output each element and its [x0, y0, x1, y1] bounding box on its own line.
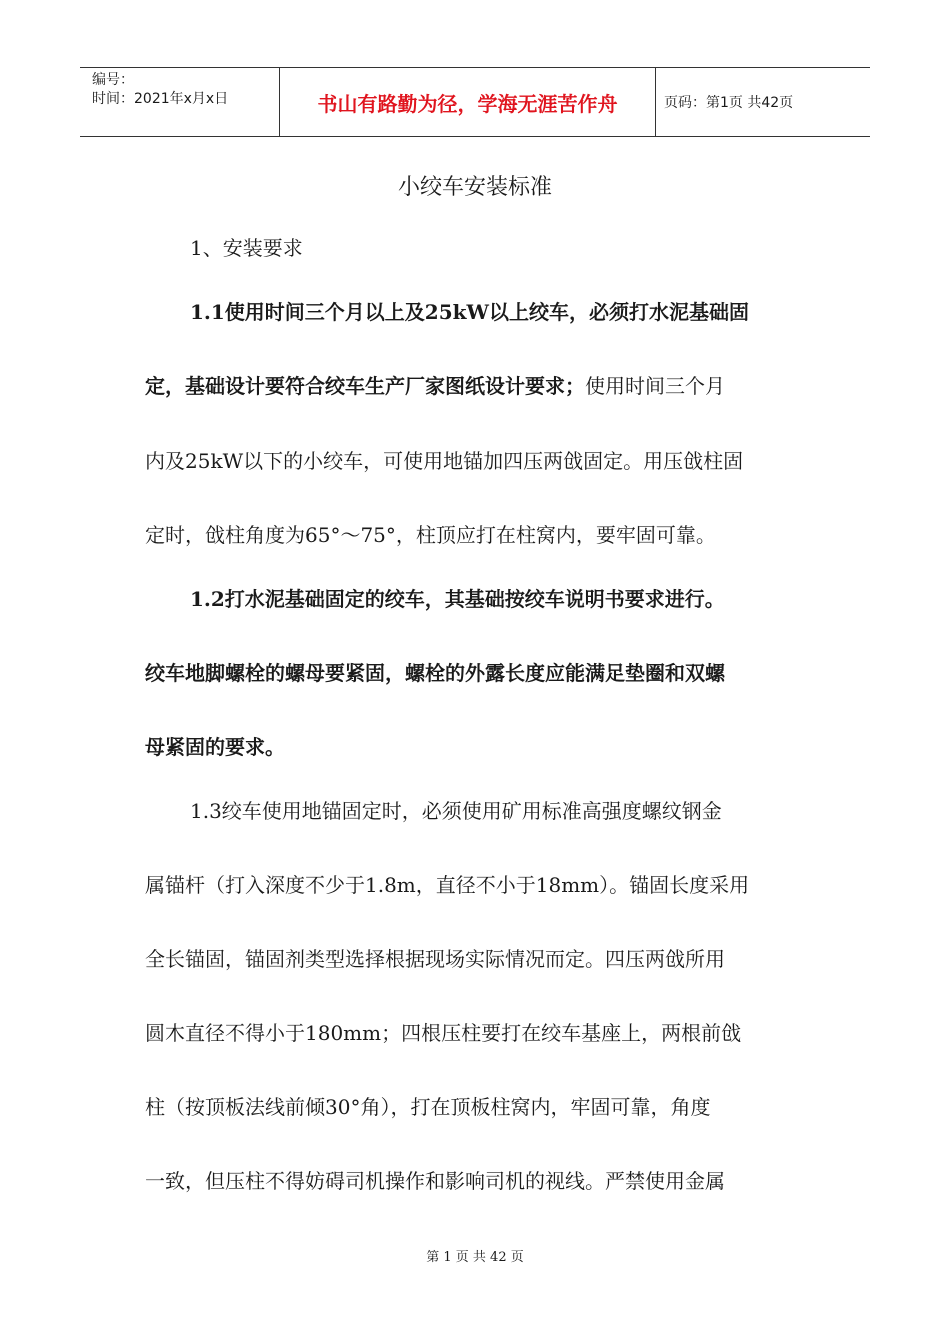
paragraph-line: 圆木直径不得小于180mm；四根压柱要打在绞车基座上，两根前戗 [145, 1021, 742, 1045]
header-meta [80, 68, 280, 136]
number-label: 编号： [92, 72, 134, 88]
paragraph-line [145, 371, 807, 401]
header-motto: 书山有路勤为径，学海无涯苦作舟 [280, 68, 656, 136]
paragraph-line: 母紧固的要求。 [145, 735, 285, 759]
header-page-info: 页码：第1页 共42页 [664, 95, 794, 111]
paragraph-line: 内及25kW以下的小绞车，可使用地锚加四压两戗固定。用压戗柱固 [145, 449, 744, 473]
bold-text: 定，基础设计要符合绞车生产厂家图纸设计要求； [145, 374, 585, 398]
paragraph-line: 1.3绞车使用地锚固定时，必须使用矿用标准高强度螺纹钢金 [190, 799, 722, 823]
paragraph-line: 属锚杆（打入深度不少于1.8m，直径不小于18mm）。锚固长度采用 [145, 873, 750, 897]
time-label: 时间：2021年x月x日 [92, 91, 229, 107]
paragraph-line: 柱（按顶板法线前倾30°角），打在顶板柱窝内，牢固可靠，角度 [145, 1095, 711, 1119]
paragraph-line: 1.2打水泥基础固定的绞车，其基础按绞车说明书要求进行。 [190, 587, 725, 611]
paragraph-line: 一致，但压柱不得妨碍司机操作和影响司机的视线。严禁使用金属 [145, 1169, 725, 1193]
paragraph-line: 1.1使用时间三个月以上及25kW以上绞车，必须打水泥基础固 [190, 300, 749, 324]
paragraph-line: 绞车地脚螺栓的螺母要紧固，螺栓的外露长度应能满足垫圈和双螺 [145, 661, 725, 685]
normal-text: 使用时间三个月 [585, 374, 725, 398]
section-heading: 1、安装要求 [190, 236, 303, 260]
page-footer: 第 1 页 共 42 页 [426, 1250, 524, 1265]
document-title: 小绞车安装标准 [397, 175, 552, 200]
document-header [80, 67, 870, 137]
paragraph-line: 全长锚固，锚固剂类型选择根据现场实际情况而定。四压两戗所用 [145, 947, 725, 971]
paragraph-line: 定时，戗柱角度为65°～75°，柱顶应打在柱窝内，要牢固可靠。 [145, 523, 716, 547]
